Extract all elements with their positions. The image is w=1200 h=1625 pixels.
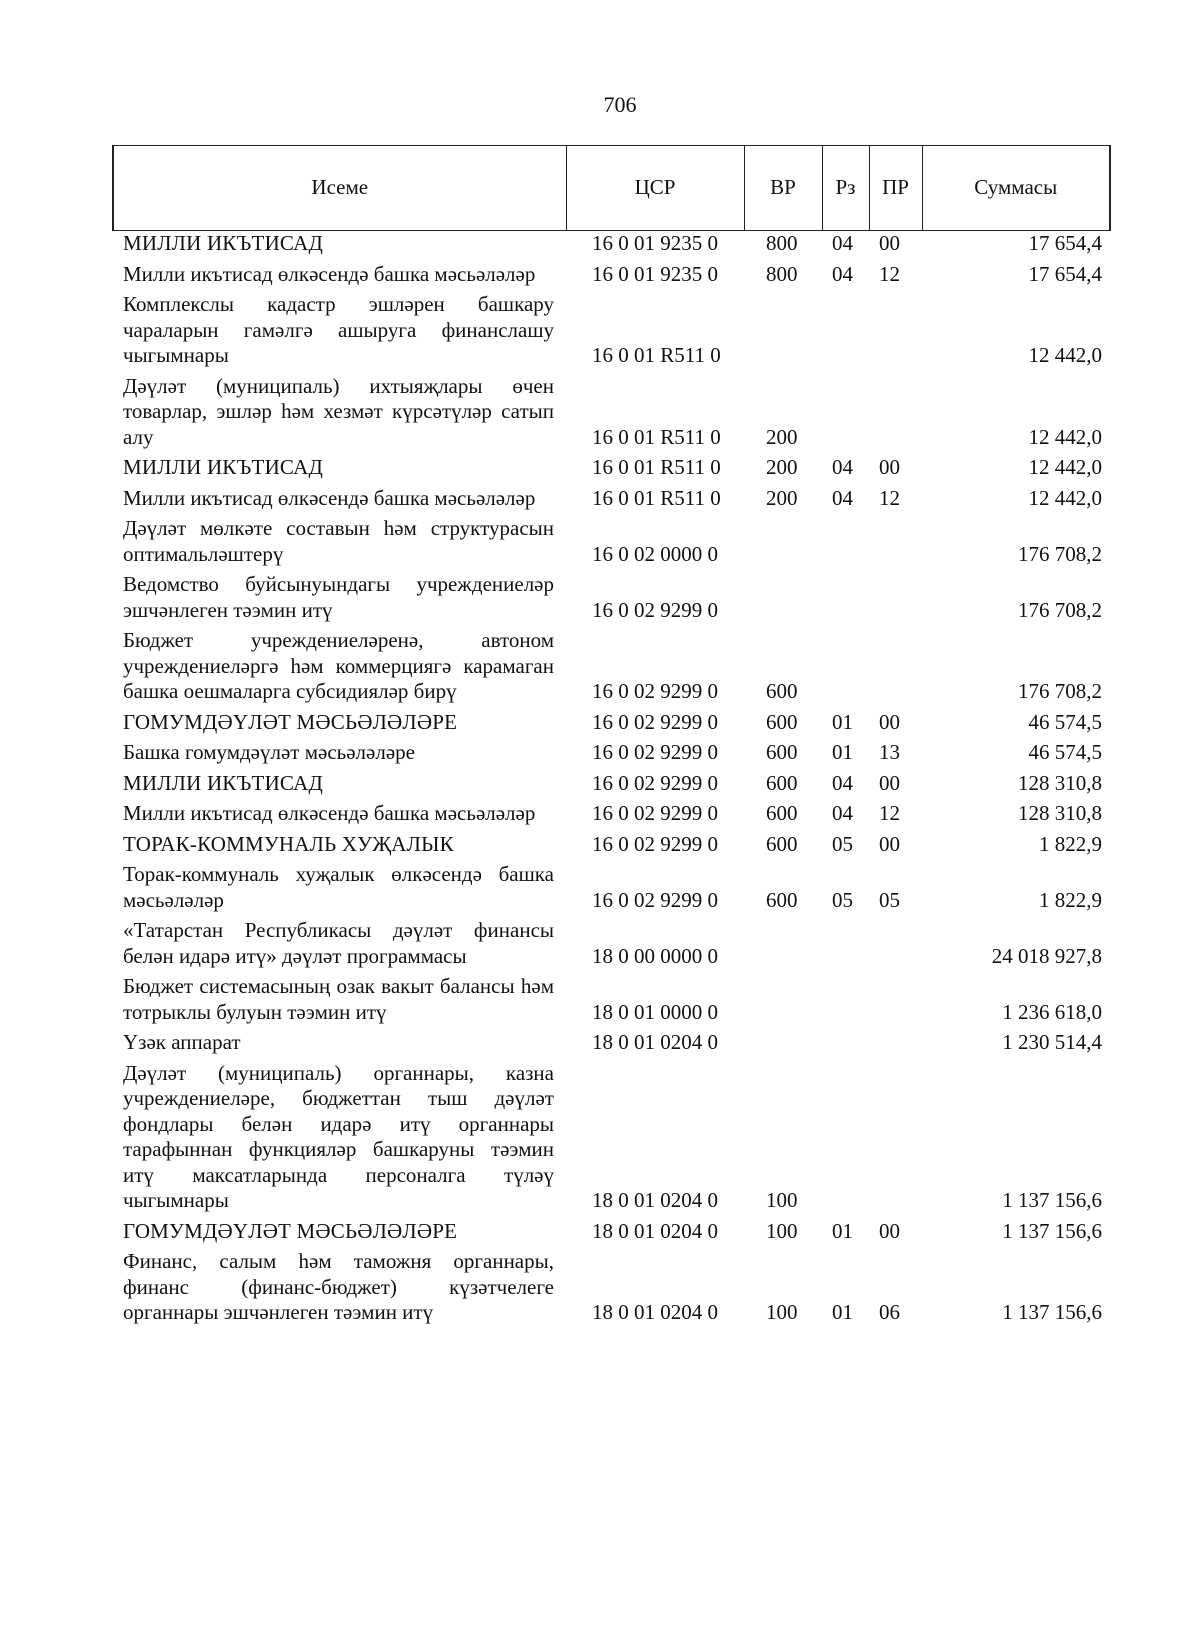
cell-sum: 17 654,4 <box>1028 231 1102 255</box>
cell-rz <box>822 372 869 454</box>
budget-table <box>112 145 1111 1329</box>
table-row <box>113 830 1110 861</box>
cell-vr: 100 <box>766 1188 798 1212</box>
cell-csr: 16 0 02 9299 0 <box>592 597 718 622</box>
cell-vr <box>744 972 822 1028</box>
cell-name: Дәүләт мөлкәте составын һәм структурасын оптимальләштерү <box>123 516 554 566</box>
cell-vr <box>744 514 822 570</box>
cell-sum: 1 230 514,4 <box>1002 1030 1102 1054</box>
cell-csr: 16 0 02 9299 0 <box>592 887 718 912</box>
cell-pr <box>869 514 922 570</box>
cell-sum: 46 574,5 <box>1028 709 1102 734</box>
cell-vr: 100 <box>766 1300 798 1324</box>
cell-csr: 18 0 01 0000 0 <box>592 999 718 1024</box>
table-row <box>113 1247 1110 1329</box>
cell-rz <box>822 514 869 570</box>
cell-pr: 12 <box>879 261 900 286</box>
cell-csr: 16 0 01 R511 0 <box>592 485 721 510</box>
table-row <box>113 972 1110 1028</box>
cell-csr: 16 0 02 9299 0 <box>592 770 718 795</box>
cell-name: Финанс, салым һәм таможня органнары, финанс (финанс-бюджет) күзәтчелеге органнары эшчәнлеген тәэмин итү <box>123 1249 554 1324</box>
table-row <box>113 570 1110 626</box>
table-row <box>113 1059 1110 1217</box>
cell-pr: 00 <box>879 1218 900 1243</box>
cell-rz: 05 <box>832 887 853 912</box>
cell-vr <box>744 290 822 372</box>
cell-pr: 00 <box>879 709 900 734</box>
cell-vr: 600 <box>766 740 798 764</box>
table-row <box>113 1217 1110 1248</box>
header-row <box>113 146 1110 231</box>
table-row <box>113 290 1110 372</box>
cell-csr: 16 0 01 R511 0 <box>592 424 721 449</box>
cell-sum: 1 236 618,0 <box>1002 999 1102 1024</box>
cell-csr: 18 0 01 0204 0 <box>592 1030 718 1054</box>
cell-rz <box>822 916 869 972</box>
cell-rz <box>822 1028 869 1059</box>
cell-sum: 46 574,5 <box>1028 740 1102 764</box>
cell-rz: 01 <box>832 1300 853 1324</box>
cell-pr: 06 <box>879 1300 900 1324</box>
cell-name: МИЛЛИ ИКЪТИСАД <box>123 455 323 479</box>
cell-vr: 200 <box>766 485 798 510</box>
table-row <box>113 484 1110 515</box>
cell-sum: 1 137 156,6 <box>1002 1300 1102 1324</box>
cell-sum: 176 708,2 <box>1018 597 1102 622</box>
cell-name: Дәүләт (муниципаль) органнары, казна учреждениеләре, бюджеттан тыш дәүләт фондлары белән идарә итү органнары тарафыннан функцияләр башкаруны тәэмин итү максатларында персоналга түләү чыгымнары <box>123 1060 554 1212</box>
cell-name: Милли икътисад өлкәсендә башка мәсьәләләр <box>123 485 536 510</box>
cell-sum: 24 018 927,8 <box>991 943 1102 968</box>
cell-sum: 17 654,4 <box>1028 261 1102 286</box>
table-row <box>113 453 1110 484</box>
cell-name: Милли икътисад өлкәсендә башка мәсьәләләр <box>123 261 536 286</box>
cell-pr <box>869 570 922 626</box>
cell-csr: 18 0 00 0000 0 <box>592 943 718 968</box>
cell-vr <box>744 1028 822 1059</box>
cell-name: Башка гомумдәүләт мәсьәләләре <box>123 740 415 764</box>
header-rz: Рз <box>822 146 869 231</box>
cell-vr: 100 <box>766 1218 798 1243</box>
cell-rz: 01 <box>832 1218 853 1243</box>
header-name: Исеме <box>113 146 566 231</box>
cell-pr <box>869 916 922 972</box>
cell-pr <box>869 626 922 708</box>
cell-sum: 1 822,9 <box>1039 831 1102 856</box>
header-csr: ЦСР <box>566 146 744 231</box>
cell-pr: 12 <box>879 801 900 825</box>
cell-rz <box>822 626 869 708</box>
cell-rz: 04 <box>832 455 853 479</box>
cell-sum: 1 137 156,6 <box>1002 1218 1102 1243</box>
budget-table-container <box>112 145 1109 1329</box>
cell-pr: 00 <box>879 231 900 255</box>
cell-name: Милли икътисад өлкәсендә башка мәсьәләләр <box>123 801 536 825</box>
cell-name: Бюджет учреждениеләренә, автоном учреждениеләргә һәм коммерциягә карамаган башка оешмаларга субсидияләр бирү <box>123 628 554 703</box>
page-number: 706 <box>603 92 637 117</box>
table-row <box>113 860 1110 916</box>
cell-rz: 04 <box>832 770 853 795</box>
cell-sum: 1 137 156,6 <box>1002 1188 1102 1212</box>
cell-name: «Татарстан Республикасы дәүләт финансы белән идарә итү» дәүләт программасы <box>123 918 554 968</box>
cell-vr: 800 <box>766 231 798 255</box>
cell-vr <box>744 916 822 972</box>
table-row <box>113 514 1110 570</box>
table-row <box>113 372 1110 454</box>
cell-vr: 600 <box>766 831 798 856</box>
cell-rz: 01 <box>832 709 853 734</box>
cell-sum: 12 442,0 <box>1028 424 1102 449</box>
table-row <box>113 708 1110 739</box>
cell-rz: 04 <box>832 801 853 825</box>
cell-rz: 04 <box>832 485 853 510</box>
header-vr: ВР <box>744 146 822 231</box>
cell-pr <box>869 1028 922 1059</box>
table-row <box>113 1028 1110 1059</box>
cell-pr <box>869 290 922 372</box>
cell-pr: 12 <box>879 485 900 510</box>
cell-csr: 18 0 01 0204 0 <box>592 1300 718 1324</box>
cell-vr: 600 <box>766 679 798 703</box>
header-pr: ПР <box>869 146 922 231</box>
cell-pr <box>869 972 922 1028</box>
table-row <box>113 916 1110 972</box>
header-sum: Суммасы <box>922 146 1110 231</box>
cell-vr: 200 <box>766 424 798 449</box>
cell-csr: 16 0 01 9235 0 <box>592 261 718 286</box>
cell-csr: 16 0 02 0000 0 <box>592 541 718 566</box>
cell-sum: 1 822,9 <box>1039 887 1102 912</box>
cell-name: Үзәк аппарат <box>123 1030 241 1054</box>
cell-csr: 16 0 02 9299 0 <box>592 709 718 734</box>
cell-pr <box>869 1059 922 1217</box>
table-body <box>113 231 1110 1329</box>
cell-vr: 800 <box>766 261 798 286</box>
cell-name: Дәүләт (муниципаль) ихтыяҗлары өчен товарлар, эшләр һәм хезмәт күрсәтүләр сатып алу <box>123 373 554 449</box>
cell-vr <box>744 570 822 626</box>
cell-pr: 13 <box>879 740 900 764</box>
cell-vr: 600 <box>766 801 798 825</box>
table-row <box>113 231 1110 260</box>
cell-name: ТОРАК-КОММУНАЛЬ ХУҖАЛЫК <box>123 831 454 856</box>
cell-sum: 176 708,2 <box>1018 679 1102 703</box>
table-row <box>113 260 1110 291</box>
cell-csr: 16 0 02 9299 0 <box>592 679 718 703</box>
cell-name: Бюджет системасының озак вакыт балансы һәм тотрыклы булуын тәэмин итү <box>123 974 554 1024</box>
cell-vr: 600 <box>766 709 798 734</box>
cell-sum: 128 310,8 <box>1018 801 1102 825</box>
cell-sum: 12 442,0 <box>1028 485 1102 510</box>
cell-sum: 176 708,2 <box>1018 541 1102 566</box>
cell-csr: 16 0 02 9299 0 <box>592 740 718 764</box>
table-row <box>113 738 1110 769</box>
cell-name: Ведомство буйсынуындагы учреждениеләр эшчәнлеген тәэмин итү <box>123 572 554 622</box>
cell-sum: 128 310,8 <box>1018 770 1102 795</box>
cell-rz <box>822 1059 869 1217</box>
table-row <box>113 799 1110 830</box>
cell-csr: 18 0 01 0204 0 <box>592 1218 718 1243</box>
cell-vr: 200 <box>766 455 798 479</box>
cell-rz <box>822 570 869 626</box>
cell-name: Торак-коммуналь хуҗалык өлкәсендә башка мәсьәләләр <box>123 862 554 912</box>
cell-pr <box>869 372 922 454</box>
cell-rz: 04 <box>832 261 853 286</box>
cell-rz: 01 <box>832 740 853 764</box>
cell-csr: 16 0 01 R511 0 <box>592 343 721 367</box>
table-row <box>113 626 1110 708</box>
cell-csr: 16 0 01 R511 0 <box>592 455 721 479</box>
cell-vr: 600 <box>766 770 798 795</box>
table-row <box>113 769 1110 800</box>
cell-rz <box>822 290 869 372</box>
table-header <box>113 146 1110 231</box>
cell-pr: 00 <box>879 831 900 856</box>
cell-name: ГОМУМДӘҮЛӘТ МӘСЬӘЛӘЛӘРЕ <box>123 709 458 734</box>
cell-pr: 00 <box>879 455 900 479</box>
cell-csr: 18 0 01 0204 0 <box>592 1188 718 1212</box>
cell-csr: 16 0 02 9299 0 <box>592 801 718 825</box>
cell-pr: 05 <box>879 887 900 912</box>
cell-name: Комплекслы кадастр эшләрен башкару чараларын гамәлгә ашыруга финанслашу чыгымнары <box>123 292 554 367</box>
cell-csr: 16 0 01 9235 0 <box>592 231 718 255</box>
cell-sum: 12 442,0 <box>1028 343 1102 367</box>
cell-vr: 600 <box>766 887 798 912</box>
cell-sum: 12 442,0 <box>1028 455 1102 479</box>
cell-rz: 05 <box>832 831 853 856</box>
cell-name: МИЛЛИ ИКЪТИСАД <box>123 231 323 255</box>
cell-name: МИЛЛИ ИКЪТИСАД <box>123 770 323 795</box>
cell-pr: 00 <box>879 770 900 795</box>
cell-name: ГОМУМДӘҮЛӘТ МӘСЬӘЛӘЛӘРЕ <box>123 1218 458 1243</box>
cell-csr: 16 0 02 9299 0 <box>592 831 718 856</box>
cell-rz: 04 <box>832 231 853 255</box>
cell-rz <box>822 972 869 1028</box>
